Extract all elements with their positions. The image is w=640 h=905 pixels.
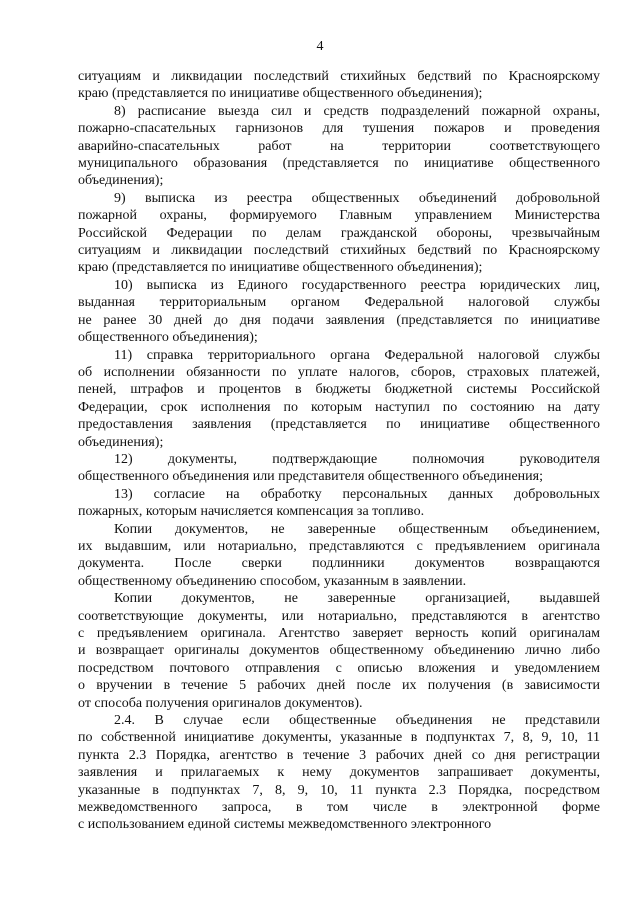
text-line: общественному объединению способом, указанным в заявлении. <box>78 573 467 589</box>
text-line: от способа получения оригиналов документов). <box>78 695 363 711</box>
text-line: 12) документы, подтверждающие полномочия руководителя <box>114 451 600 467</box>
text-line: Федерации, срок исполнения по которым наступил по состоянию на дату <box>78 399 600 415</box>
text-line: объединения); <box>78 173 164 189</box>
text-line: аварийно-спасательных работ на территории соответствующего <box>78 138 600 154</box>
text-line: выданная территориальным органом Федеральной налоговой службы <box>78 295 600 311</box>
text-line: посредством почтового отправления с описью вложения и уведомлением <box>78 660 600 676</box>
text-line: пожарных, которым начисляется компенсация за топливо. <box>78 504 425 520</box>
text-line: документа. После сверки подлинники документов возвращаются <box>78 556 600 572</box>
text-line: 2.4. В случае если общественные объединения не представили <box>114 713 600 729</box>
text-line: межведомственного запроса, в том числе в электронной форме <box>78 800 600 816</box>
text-line: о вручении в течение 5 рабочих дней после их получения (в зависимости <box>78 678 600 694</box>
text-line: ситуациям и ликвидации последствий стихийных бедствий по Красноярскому <box>78 69 600 84</box>
text-line: пункта 2.3 Порядка, агентство в течение 3 рабочих дней со дня регистрации <box>78 747 600 763</box>
text-line: Копии документов, не заверенные общественным объединением, <box>114 521 600 537</box>
text-line: указанные в подпунктах 7, 8, 9, 10, 11 пункта 2.3 Порядка, посредством <box>78 782 600 798</box>
text-line: соответствующие документы, или нотариально, представляются в агентство <box>78 608 600 624</box>
text-line: пеней, штрафов и процентов в бюджеты бюджетной системы Российской <box>78 382 600 398</box>
text-line: краю (представляется по инициативе общественного объединения); <box>78 260 483 276</box>
text-line: 11) справка территориального органа Федеральной налоговой службы <box>114 347 600 363</box>
text-line: Копии документов, не заверенные организацией, выдавшей <box>114 591 600 607</box>
document-body <box>78 68 600 834</box>
text-line: Российской Федерации по делам гражданской обороны, чрезвычайным <box>78 225 600 241</box>
text-line: пожарно-спасательных гарнизонов для тушения пожаров и проведения <box>78 121 600 137</box>
text-line: предоставления заявления (представляется по инициативе общественного <box>78 417 600 433</box>
text-line: с предъявлением оригинала. Агентство заверяет верность копий оригиналам <box>78 626 600 641</box>
text-line: 13) согласие на обработку персональных данных добровольных <box>114 486 600 502</box>
page-number: 4 <box>316 39 324 54</box>
text-line: их выдавшим, или нотариально, представляются с предъявлением оригинала <box>78 538 600 554</box>
text-line: объединения); <box>78 434 164 450</box>
text-line: муниципального образования (представляется по инициативе общественного <box>78 156 600 172</box>
text-line: общественного объединения или представителя общественного объединения; <box>78 469 543 485</box>
text-line: не ранее 30 дней до дня подачи заявления (представляется по инициативе <box>78 312 600 328</box>
text-line: по собственной инициативе документы, указанные в подпунктах 7, 8, 9, 10, 11 <box>78 730 600 746</box>
text-line: и возвращает оригиналы документов общественному объединению лично либо <box>78 643 600 659</box>
text-line: пожарной охраны, формируемого Главным управлением Министерства <box>78 208 600 224</box>
text-line: 8) расписание выезда сил и средств подразделений пожарной охраны, <box>114 103 600 119</box>
text-line: ситуациям и ликвидации последствий стихийных бедствий по Красноярскому <box>78 243 600 259</box>
text-line: 9) выписка из реестра общественных объединений добровольной <box>114 190 600 206</box>
text-line: заявления и прилагаемых к нему документов запрашивает документы, <box>78 765 600 781</box>
text-line: 10) выписка из Единого государственного реестра юридических лиц, <box>114 277 600 293</box>
text-line: с использованием единой системы межведомственного электронного <box>78 817 492 833</box>
text-line: краю (представляется по инициативе общественного объединения); <box>78 86 483 102</box>
text-line: об исполнении обязанности по уплате налогов, сборов, страховых платежей, <box>78 364 600 380</box>
text-line: общественного объединения); <box>78 330 258 346</box>
